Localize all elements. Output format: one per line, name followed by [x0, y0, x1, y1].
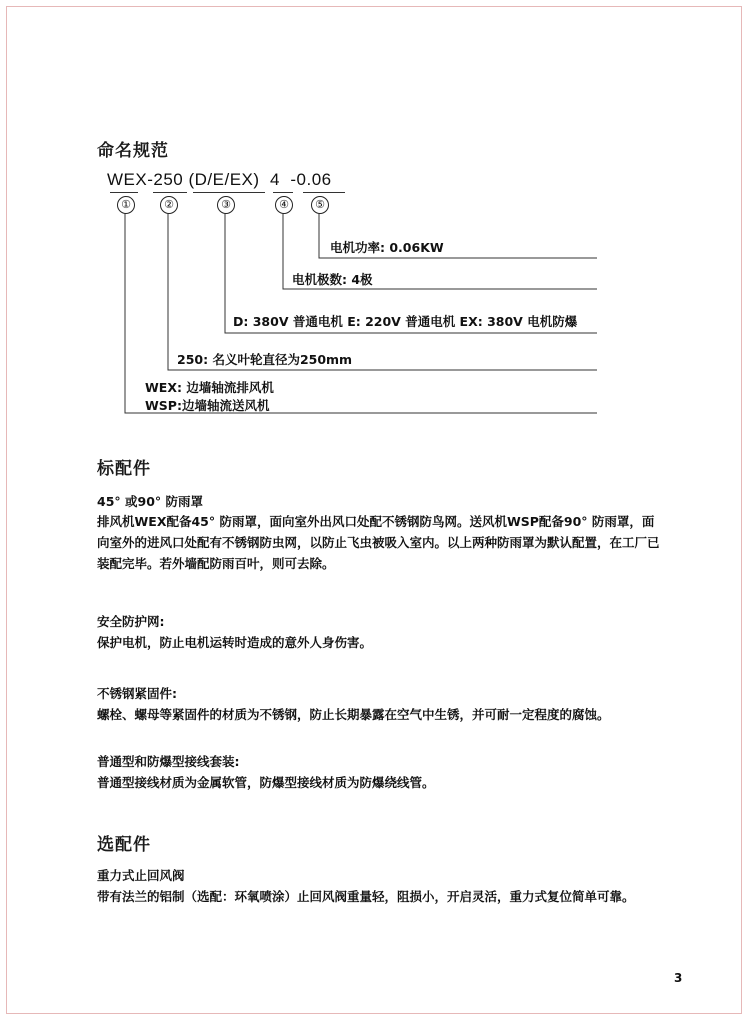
damper-heading: 重力式止回风阀	[97, 868, 185, 883]
wiring-text: 普通型接线材质为金属软管，防爆型接线材质为防爆绕线管。	[97, 775, 435, 790]
optional-title: 选配件	[97, 835, 151, 855]
legend-motor-type: D: 380V 普通电机 E: 220V 普通电机 EX: 380V 电机防爆	[233, 314, 578, 329]
wiring-heading: 普通型和防爆型接线套装:	[97, 754, 240, 769]
legend-wsp: WSP:边墙轴流送风机	[145, 398, 270, 413]
page-number: 3	[674, 971, 683, 985]
rain-hood-text: 排风机WEX配备45° 防雨罩，面向室外出风口处配不锈钢防鸟网。送风机WSP配备90° 防雨罩，面向室外的进风口处配有不锈钢防虫网，以防止飞虫被吸入室内。以上两种防雨罩为默认配置，在工厂已装配完毕。若外墙配防雨百叶，则可去除。	[97, 514, 660, 571]
legend-diameter: 250: 名义叶轮直径为250mm	[177, 352, 353, 367]
guard-heading: 安全防护网:	[97, 614, 165, 629]
damper-text: 带有法兰的铝制（选配：环氧喷涂）止回风阀重量轻，阻损小，开启灵活，重力式复位简单可靠。	[97, 889, 635, 904]
marker-3: ③	[217, 196, 235, 214]
naming-title: 命名规范	[97, 141, 169, 161]
model-code: WEX-250 (D/E/EX) 4 -0.06	[107, 170, 332, 189]
standard-title: 标配件	[97, 459, 151, 479]
marker-5: ⑤	[311, 196, 329, 214]
marker-4: ④	[275, 196, 293, 214]
rain-hood-heading: 45° 或90° 防雨罩	[97, 494, 203, 509]
legend-wex: WEX: 边墙轴流排风机	[145, 380, 274, 395]
guard-text: 保护电机，防止电机运转时造成的意外人身伤害。	[97, 635, 373, 650]
fastener-text: 螺栓、螺母等紧固件的材质为不锈钢，防止长期暴露在空气中生锈，并可耐一定程度的腐蚀。	[97, 707, 610, 722]
fastener-heading: 不锈钢紧固件:	[97, 686, 177, 701]
marker-1: ①	[117, 196, 135, 214]
marker-2: ②	[160, 196, 178, 214]
legend-poles: 电机极数: 4极	[292, 272, 373, 287]
legend-power: 电机功率: 0.06KW	[330, 240, 444, 255]
